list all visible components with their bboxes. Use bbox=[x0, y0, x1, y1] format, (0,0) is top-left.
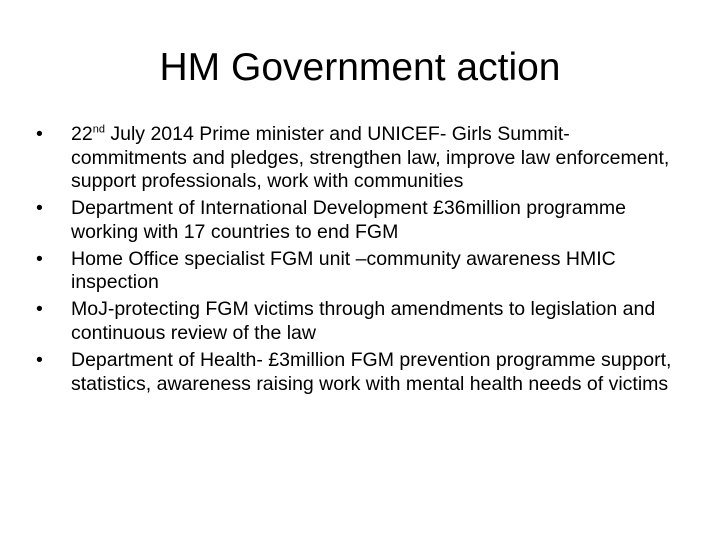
bullet-text: Home Office specialist FGM unit –community awareness HMIC inspection bbox=[71, 247, 616, 294]
bullet-date-superscript: nd bbox=[92, 123, 105, 136]
bullet-icon: • bbox=[36, 348, 43, 371]
bullet-icon: • bbox=[36, 298, 43, 321]
bullet-item-home-office bbox=[36, 248, 686, 295]
bullet-text: July 2014 Prime minister and UNICEF- Girls Summit- commitments and pledges, strengthen law, improve law enforcement, support professionals, work with communities bbox=[71, 123, 670, 193]
bullet-text: Department of International Development £36million programme working with 17 countries to end FGM bbox=[71, 197, 626, 243]
bullet-icon: • bbox=[36, 247, 43, 270]
bullet-item-moj bbox=[36, 298, 686, 345]
bullet-text: Department of Health- £3million FGM prevention programme support, statistics, awareness raising work with mental health needs of victims bbox=[71, 348, 672, 395]
bullet-item-dfid bbox=[36, 197, 686, 244]
bullet-icon: • bbox=[36, 123, 43, 145]
bullet-date-number: 22 bbox=[71, 123, 93, 145]
slide-title: HM Government action bbox=[159, 46, 561, 89]
bullet-item-girls-summit bbox=[36, 123, 686, 194]
bullet-text: MoJ-protecting FGM victims through amendments to legislation and continuous review of the law bbox=[71, 298, 656, 344]
bullet-list bbox=[36, 123, 686, 399]
bullet-icon: • bbox=[36, 197, 43, 220]
bullet-item-health bbox=[36, 349, 686, 396]
